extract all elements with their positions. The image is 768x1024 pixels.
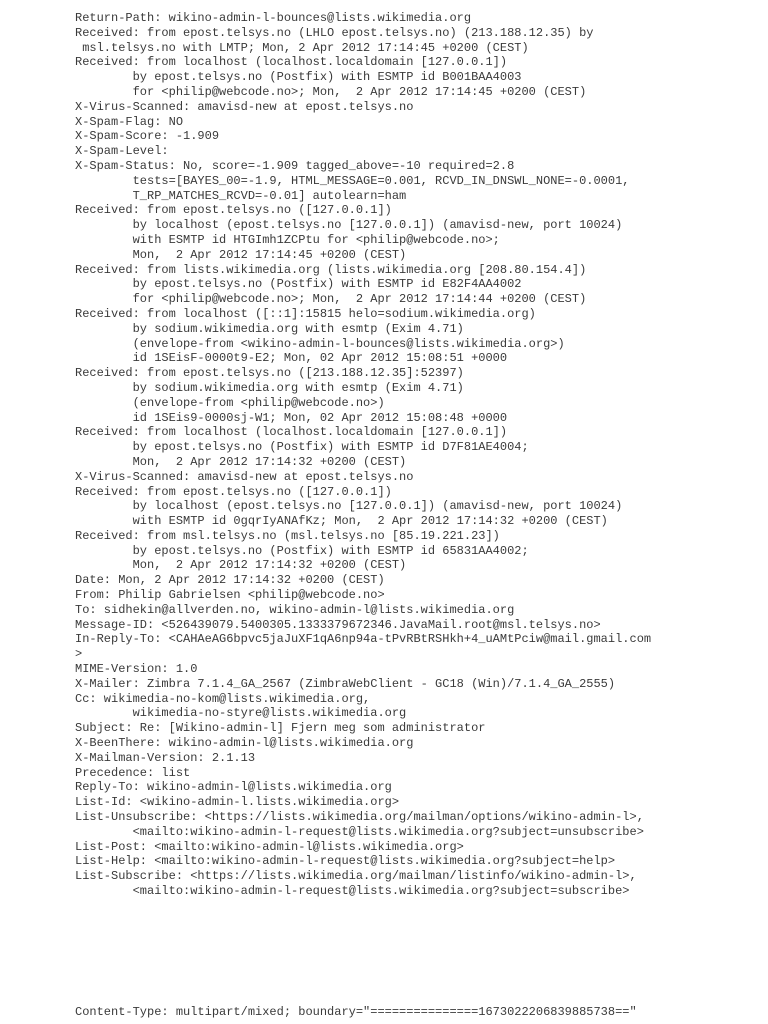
header-line: X-Spam-Flag: NO <box>75 114 184 129</box>
header-line: Received: from localhost ([::1]:15815 helo=sodium.wikimedia.org) <box>75 306 536 321</box>
header-line: (envelope-from <wikino-admin-l-bounces@lists.wikimedia.org>) <box>75 336 565 351</box>
header-line: X-Spam-Status: No, score=-1.909 tagged_above=-10 required=2.8 <box>75 158 515 173</box>
header-line: X-Spam-Level: <box>75 144 169 159</box>
header-line: by localhost (epost.telsys.no [127.0.0.1]) (amavisd-new, port 10024) <box>75 218 623 233</box>
header-line: by epost.telsys.no (Postfix) with ESMTP id 65831AA4002; <box>75 543 529 558</box>
header-line: with ESMTP id HTGImh1ZCPtu for <philip@webcode.no>; <box>75 232 500 247</box>
header-line: X-Mailer: Zimbra 7.1.4_GA_2567 (ZimbraWebClient - GC18 (Win)/7.1.4_GA_2555) <box>75 676 616 691</box>
header-line: Received: from localhost (localhost.localdomain [127.0.0.1]) <box>75 425 508 440</box>
header-line: List-Post: <mailto:wikino-admin-l@lists.wikimedia.org> <box>75 839 464 854</box>
header-line: In-Reply-To: <CAHAeAG6bpvc5jaJuXF1qA6np94a-tPvRBtRSHkh+4_uAMtPciw@mail.gmail.com <box>75 632 652 647</box>
header-line: for <philip@webcode.no>; Mon, 2 Apr 2012 17:14:45 +0200 (CEST) <box>75 84 587 99</box>
header-line: id 1SEis9-0000sj-W1; Mon, 02 Apr 2012 15:08:48 +0000 <box>75 410 508 425</box>
header-line: Reply-To: wikino-admin-l@lists.wikimedia.org <box>75 780 392 795</box>
header-line: Return-Path: wikino-admin-l-bounces@lists.wikimedia.org <box>75 11 472 25</box>
header-line: id 1SEisF-0000t9-E2; Mon, 02 Apr 2012 15:08:51 +0000 <box>75 351 508 366</box>
header-line: T_RP_MATCHES_RCVD=-0.01] autolearn=ham <box>75 188 407 203</box>
header-line: Message-ID: <526439079.5400305.1333379672346.JavaMail.root@msl.telsys.no> <box>75 617 601 632</box>
header-line: Received: from epost.telsys.no (LHLO epost.telsys.no) (213.188.12.35) by <box>75 25 594 40</box>
header-line: X-Virus-Scanned: amavisd-new at epost.telsys.no <box>75 99 414 114</box>
header-line: List-Subscribe: <https://lists.wikimedia.org/mailman/listinfo/wikino-admin-l>, <box>75 869 637 884</box>
header-line: X-BeenThere: wikino-admin-l@lists.wikimedia.org <box>75 736 414 751</box>
header-line: wikimedia-no-styre@lists.wikimedia.org <box>75 706 407 721</box>
header-line: List-Unsubscribe: <https://lists.wikimedia.org/mailman/options/wikino-admin-l>, <box>75 810 644 825</box>
header-line: Received: from epost.telsys.no ([127.0.0.1]) <box>75 203 392 218</box>
header-line: Subject: Re: [Wikino-admin-l] Fjern meg som administrator <box>75 721 486 736</box>
header-line: Precedence: list <box>75 765 191 780</box>
header-line: List-Id: <wikino-admin-l.lists.wikimedia.org> <box>75 795 400 810</box>
header-line: with ESMTP id 0gqrIyANAfKz; Mon, 2 Apr 2012 17:14:32 +0200 (CEST) <box>75 514 608 529</box>
header-line: X-Spam-Score: -1.909 <box>75 129 220 144</box>
header-line: Cc: wikimedia-no-kom@lists.wikimedia.org, <box>75 691 371 706</box>
header-line: by epost.telsys.no (Postfix) with ESMTP id D7F81AE4004; <box>75 440 529 455</box>
header-line: <mailto:wikino-admin-l-request@lists.wikimedia.org?subject=subscribe> <box>75 884 630 899</box>
header-line: for <philip@webcode.no>; Mon, 2 Apr 2012 17:14:44 +0200 (CEST) <box>75 292 587 307</box>
header-line: by sodium.wikimedia.org with esmtp (Exim 4.71) <box>75 321 464 336</box>
header-line: Mon, 2 Apr 2012 17:14:32 +0200 (CEST) <box>75 454 407 469</box>
header-line: > <box>75 647 83 662</box>
header-line: To: sidhekin@allverden.no, wikino-admin-l@lists.wikimedia.org <box>75 602 515 617</box>
header-line: Mon, 2 Apr 2012 17:14:45 +0200 (CEST) <box>75 247 407 262</box>
header-line: X-Virus-Scanned: amavisd-new at epost.telsys.no <box>75 469 414 484</box>
header-line: <mailto:wikino-admin-l-request@lists.wikimedia.org?subject=unsubscribe> <box>75 824 644 839</box>
header-line: by epost.telsys.no (Postfix) with ESMTP id E82F4AA4002 <box>75 277 522 292</box>
header-line: (envelope-from <philip@webcode.no>) <box>75 395 385 410</box>
header-line: by epost.telsys.no (Postfix) with ESMTP id B001BAA4003 <box>75 70 522 85</box>
header-line: Mon, 2 Apr 2012 17:14:32 +0200 (CEST) <box>75 558 407 573</box>
email-header-block <box>75 11 651 899</box>
header-line: Received: from epost.telsys.no ([213.188.12.35]:52397) <box>75 366 464 381</box>
header-line: MIME-Version: 1.0 <box>75 662 198 677</box>
header-line: From: Philip Gabrielsen <philip@webcode.no> <box>75 588 385 603</box>
header-line: Received: from epost.telsys.no ([127.0.0.1]) <box>75 484 392 499</box>
header-line: by sodium.wikimedia.org with esmtp (Exim 4.71) <box>75 380 464 395</box>
header-line: tests=[BAYES_00=-1.9, HTML_MESSAGE=0.001, RCVD_IN_DNSWL_NONE=-0.0001, <box>75 173 630 188</box>
header-line: Received: from localhost (localhost.localdomain [127.0.0.1]) <box>75 55 508 70</box>
header-line: Received: from msl.telsys.no (msl.telsys.no [85.19.221.23]) <box>75 528 500 543</box>
content-type-header: Content-Type: multipart/mixed; boundary="===============1673022206839885738==" <box>75 1005 637 1019</box>
header-line: Date: Mon, 2 Apr 2012 17:14:32 +0200 (CEST) <box>75 573 385 588</box>
header-line: by localhost (epost.telsys.no [127.0.0.1]) (amavisd-new, port 10024) <box>75 499 623 514</box>
header-line: msl.telsys.no with LMTP; Mon, 2 Apr 2012 17:14:45 +0200 (CEST) <box>75 40 529 55</box>
header-line: List-Help: <mailto:wikino-admin-l-request@lists.wikimedia.org?subject=help> <box>75 854 616 869</box>
header-line: X-Mailman-Version: 2.1.13 <box>75 750 256 765</box>
header-line: Received: from lists.wikimedia.org (lists.wikimedia.org [208.80.154.4]) <box>75 262 587 277</box>
